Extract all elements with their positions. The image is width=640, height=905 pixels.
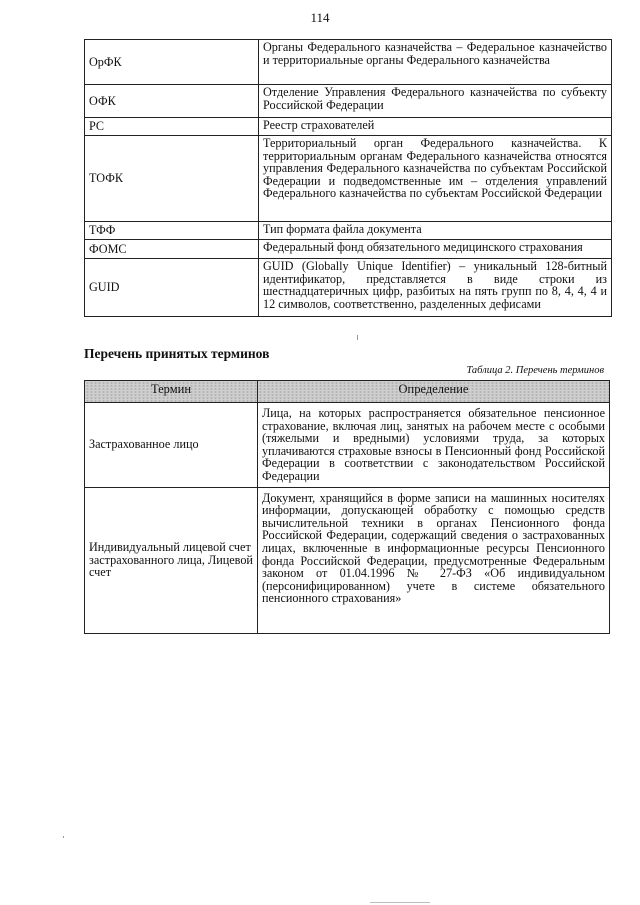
scan-artifact [370, 902, 430, 903]
term-definition: Лица, на которых распространяется обязательное пенсионное страхование, включая лиц, занятых на рабочем месте с особыми (тяжелыми и вредными) условиями труда, за которых уплачиваются страховые взносы в Пенсионный фонд Российской Федерации в соответствии с законодательством Российской Федерации [258, 403, 610, 488]
table-caption: Таблица 2. Перечень терминов [466, 365, 604, 376]
abbreviation-code: ОФК [85, 85, 259, 118]
abbreviation-description: Федеральный фонд обязательного медицинского страхования [259, 240, 612, 259]
term-name: Застрахованное лицо [85, 403, 258, 488]
column-header-term: Термин [85, 381, 258, 403]
scan-artifact [357, 335, 358, 340]
table-row [85, 259, 612, 317]
abbreviation-description: GUID (Globally Unique Identifier) – уникальный 128-битный идентификатор, представляется в виде строки из шестнадцатеричных цифр, разбитых на пять групп по 8, 4, 4, 4 и 12 символов, соответственно, разделенных дефисами [259, 259, 612, 317]
abbreviation-description: Территориальный орган Федерального казначейства. К территориальным органам Федерального казначейства относятся управления Федерального казначейства по субъектам Российской Федерации и подведомственные им – отделения управлений Федерального казначейства по субъектам Российской Федерации [259, 136, 612, 222]
abbreviation-code: ТФФ [85, 222, 259, 240]
term-name: Индивидуальный лицевой счет застрахованного лица, Лицевой счет [85, 487, 258, 633]
abbreviation-description: Органы Федерального казначейства – Федеральное казначейство и территориальные органы Федерального казначейства [259, 40, 612, 85]
table-row [85, 240, 612, 259]
abbreviation-description: Тип формата файла документа [259, 222, 612, 240]
table-row [85, 40, 612, 85]
abbreviation-code: ОрФК [85, 40, 259, 85]
table-header-row [85, 381, 610, 403]
abbreviation-code: ТОФК [85, 136, 259, 222]
abbreviation-code: GUID [85, 259, 259, 317]
abbreviations-table [84, 39, 612, 317]
abbreviation-code: ФОМС [85, 240, 259, 259]
abbreviation-code: РС [85, 118, 259, 136]
table-row [85, 136, 612, 222]
table-row [85, 403, 610, 488]
term-definition: Документ, хранящийся в форме записи на машинных носителях информации, допускающей обработку с помощью средств вычислительной техники в органах Пенсионного фонда Российской Федерации, содержащий сведения о застрахованных лицах, включенные в информационные ресурсы Пенсионного фонда Российской Федерации, предусмотренные Федеральным законом от 01.04.1996 № 27-ФЗ «Об индивидуальном (персонифицированном) учете в системе обязательного пенсионного страхования» [258, 487, 610, 633]
scan-artifact [63, 836, 64, 838]
terms-table [84, 380, 610, 634]
abbreviation-description: Отделение Управления Федерального казначейства по субъекту Российской Федерации [259, 85, 612, 118]
page-number: 114 [310, 10, 330, 25]
terms-section-heading: Перечень принятых терминов [84, 346, 270, 361]
table-row [85, 118, 612, 136]
table-row [85, 85, 612, 118]
table-row [85, 222, 612, 240]
abbreviation-description: Реестр страхователей [259, 118, 612, 136]
column-header-definition: Определение [258, 381, 610, 403]
table-row [85, 487, 610, 633]
